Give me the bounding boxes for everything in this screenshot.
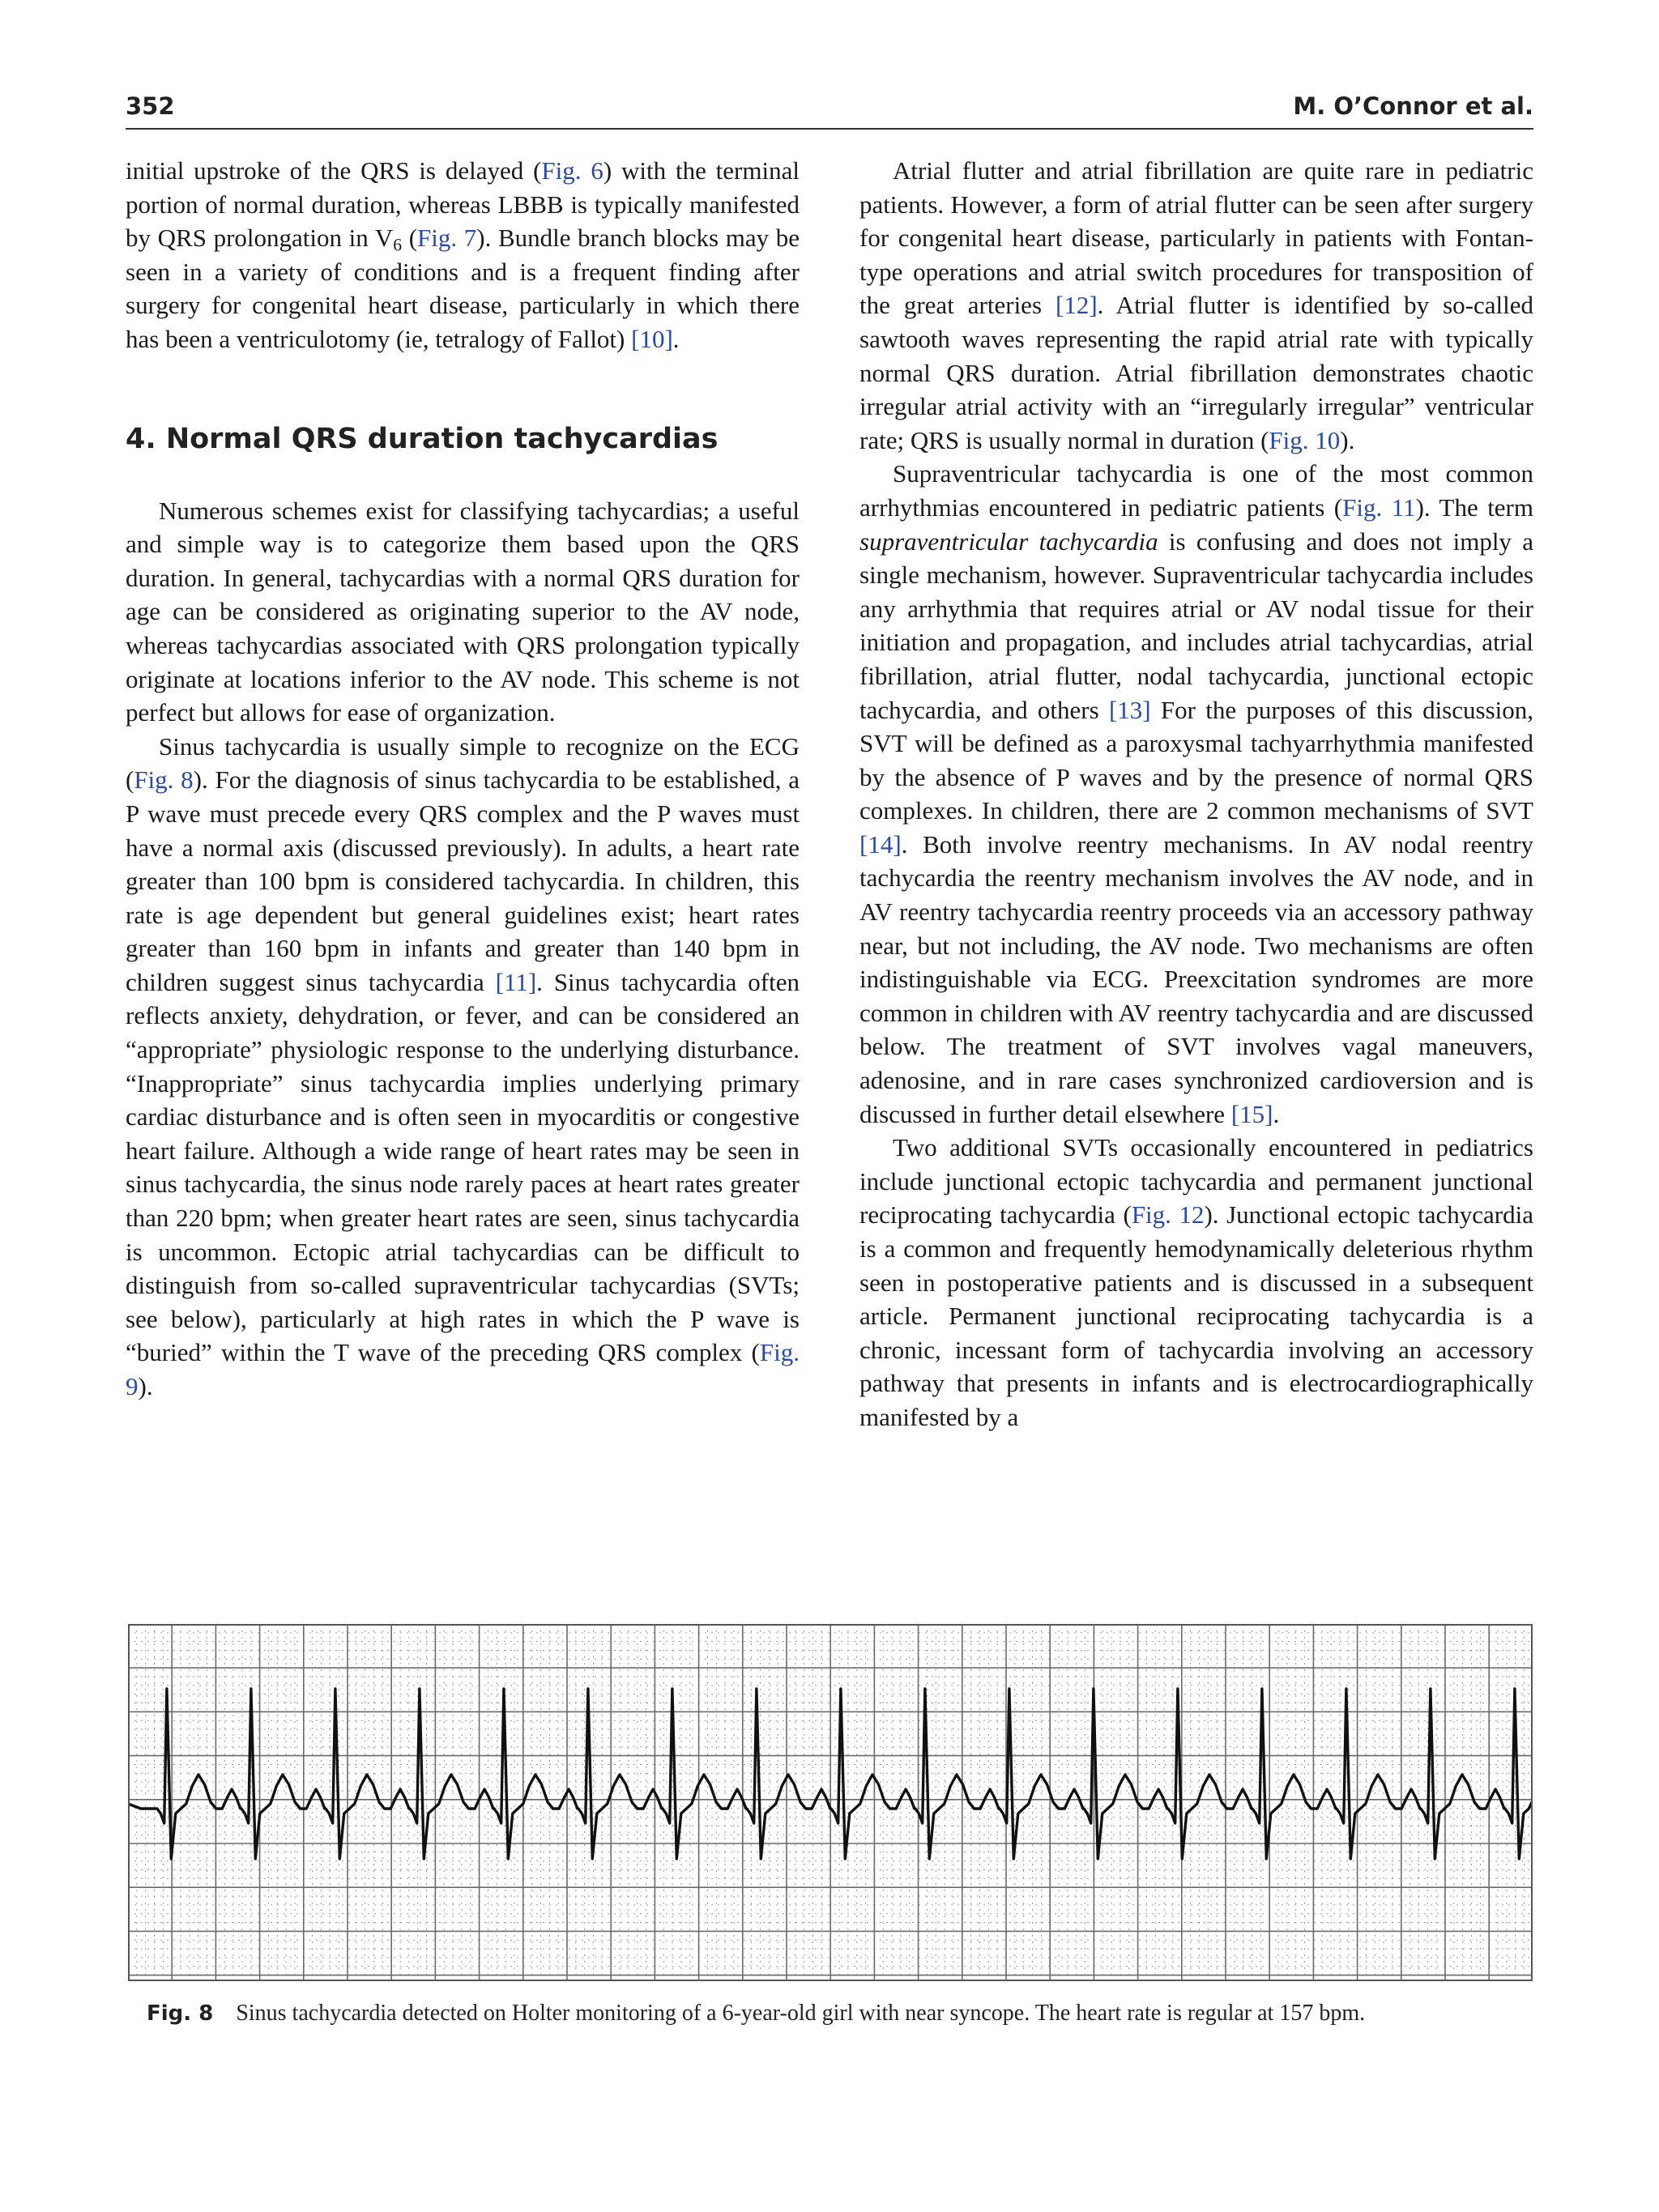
text: ). Bundle branch blocks may be seen in a variety of conditions and is a frequent finding after surgery for congenital heart disease, particularly in which there has been a ventriculotomy (ie, tetralogy of Fallot): [126, 224, 800, 353]
fig10-link[interactable]: Fig. 10: [1269, 425, 1341, 454]
ref14-link[interactable]: [14]: [859, 829, 902, 859]
ref11-link[interactable]: [11]: [495, 967, 537, 996]
text: initial upstroke of the QRS is delayed (: [126, 156, 542, 185]
ref15-link[interactable]: [15]: [1230, 1099, 1273, 1128]
fig6-link[interactable]: Fig. 6: [541, 156, 603, 185]
fig8-link[interactable]: Fig. 8: [134, 765, 194, 795]
paragraph-atrial-flutter: [859, 154, 1533, 457]
text: . Both involve reentry mechanisms. In AV nodal reentry tachycardia the reentry mechanism involves the AV node, and in AV reentry tachycardia reentry proceeds via an accessory pathway near, but not including, the AV node. Two mechanisms are often indistinguishable via ECG. Preexcitation syndromes are more common in children with AV reentry tachycardia and are discussed below. The treatment of SVT involves vagal maneuvers, adenosine, and in rare cases synchronized cardioversion and is discussed in further detail elsewhere: [859, 829, 1533, 1128]
text: is confusing and does not imply a single mechanism, however. Supraventricular tachycardia includes any arrhythmia that requires atrial or AV nodal tissue for their initiation and propagation, and includes atrial tachycardias, atrial fibrillation, atrial flutter, nodal tachycardia, junctional ectopic tachycardia, and others: [859, 526, 1533, 724]
paragraph-sinus-tachycardia: [126, 730, 800, 1404]
caption-text: Sinus tachycardia detected on Holter monitoring of a 6-year-old girl with near syncope. The heart rate is regular at 157 bpm.: [236, 2001, 1366, 2026]
ecg-strip: [128, 1624, 1533, 1981]
text: Two additional SVTs occasionally encountered in pediatrics include junctional ectopic tachycardia and permanent junctional reciprocating tachycardia (: [859, 1133, 1533, 1230]
italic-term: supraventricular tachycardia: [859, 526, 1158, 556]
text: ) with the terminal portion of normal duration, whereas LBBB is typically manifested by QRS prolongation in V: [126, 156, 800, 253]
fig12-link[interactable]: Fig. 12: [1131, 1200, 1205, 1230]
paragraph-junctional: [859, 1131, 1533, 1434]
text: .: [1273, 1099, 1280, 1128]
text: . Sinus tachycardia often reflects anxiety, dehydration, or fever, and can be considered an “appropriate” physiologic response to the underlying disturbance. “Inappropriate” sinus tachycardia implies underlying primary cardiac disturbance and is often seen in myocarditis or congestive heart failure. Although a wide range of heart rates may be seen in sinus tachycardia, the sinus node rarely paces at heart rates greater than 220 bpm; when greater heart rates are seen, sinus tachycardia is uncommon. Ectopic atrial tachycardias can be difficult to distinguish from so-called supraventricular tachycardias (SVTs; see below), particularly at high rates in which the P wave is “buried” within the T wave of the preceding QRS complex (: [126, 967, 800, 1367]
page-number: 352: [126, 92, 175, 120]
text: .: [672, 324, 680, 353]
text: Atrial flutter and atrial fibrillation are quite rare in pediatric patients. However, a form of atrial flutter can be seen after surgery for congenital heart disease, particularly in patients with Fontan-type operations and atrial switch procedures for transposition of the great arteries: [859, 156, 1533, 320]
paragraph-bbb-continuation: [126, 154, 800, 356]
figure-caption: [147, 1999, 1540, 2028]
running-author: M. O’Connor et al.: [1293, 92, 1533, 120]
ecg-figure: [128, 1624, 1533, 1981]
text: For the purposes of this discussion, SVT will be defined as a paroxysmal tachyarrhythmia manifested by the absence of P waves and by the presence of normal QRS complexes. In children, there are 2 common mechanisms of SVT: [859, 695, 1533, 825]
text: ). For the diagnosis of sinus tachycardia to be established, a P wave must precede every QRS complex and the P waves must have a normal axis (discussed previously). In adults, a heart rate greater than 100 bpm is considered tachycardia. In children, this rate is age dependent but general guidelines exist; heart rates greater than 160 bpm in infants and greater than 140 bpm in children suggest sinus tachycardia: [126, 765, 800, 996]
text: ). The term: [1415, 492, 1533, 522]
right-column: [859, 154, 1533, 1434]
text: ).: [138, 1372, 153, 1400]
paragraph-classification: Numerous schemes exist for classifying tachycardias; a useful and simple way is to categorize them based upon the QRS duration. In general, tachycardias with a normal QRS duration for age can be considered as originating superior to the AV node, whereas tachycardias associated with QRS prolongation typically originate at locations inferior to the AV node. This scheme is not perfect but allows for ease of organization.: [126, 496, 800, 727]
subscript: 6: [393, 235, 403, 255]
running-header: [126, 89, 1533, 130]
section-heading: 4. Normal QRS duration tachycardias: [126, 422, 719, 455]
text: (: [402, 224, 418, 253]
paragraph-svt: [859, 457, 1533, 1131]
ref12-link[interactable]: [12]: [1056, 291, 1098, 320]
fig11-link[interactable]: Fig. 11: [1342, 492, 1416, 522]
text: Sinus tachycardia is usually simple to recognize on the ECG (: [126, 731, 800, 795]
ref13-link[interactable]: [13]: [1108, 695, 1151, 724]
fig9-link[interactable]: Fig. 9: [126, 1338, 800, 1400]
text: Supraventricular tachycardia is one of the most common arrhythmias encountered in pediatric patients (: [859, 459, 1533, 522]
fig7-link[interactable]: Fig. 7: [417, 224, 477, 253]
text: ).: [1340, 425, 1355, 454]
text: . Atrial flutter is identified by so-called sawtooth waves representing the rapid atrial rate with typically normal QRS duration. Atrial fibrillation demonstrates chaotic irregular atrial activity with an “irregularly irregular” ventricular rate; QRS is usually normal in duration (: [859, 291, 1534, 454]
text: ). Junctional ectopic tachycardia is a common and frequently hemodynamically deleterious rhythm seen in postoperative patients and is discussed in a subsequent article. Permanent junctional reciprocating tachycardia is a chronic, incessant form of tachycardia involving an accessory pathway that presents in infants and is electrocardiographically manifested by a: [859, 1200, 1533, 1431]
ref10-link[interactable]: [10]: [631, 324, 673, 353]
left-column: [126, 154, 800, 1404]
figure-label: Fig. 8: [147, 2001, 214, 2026]
